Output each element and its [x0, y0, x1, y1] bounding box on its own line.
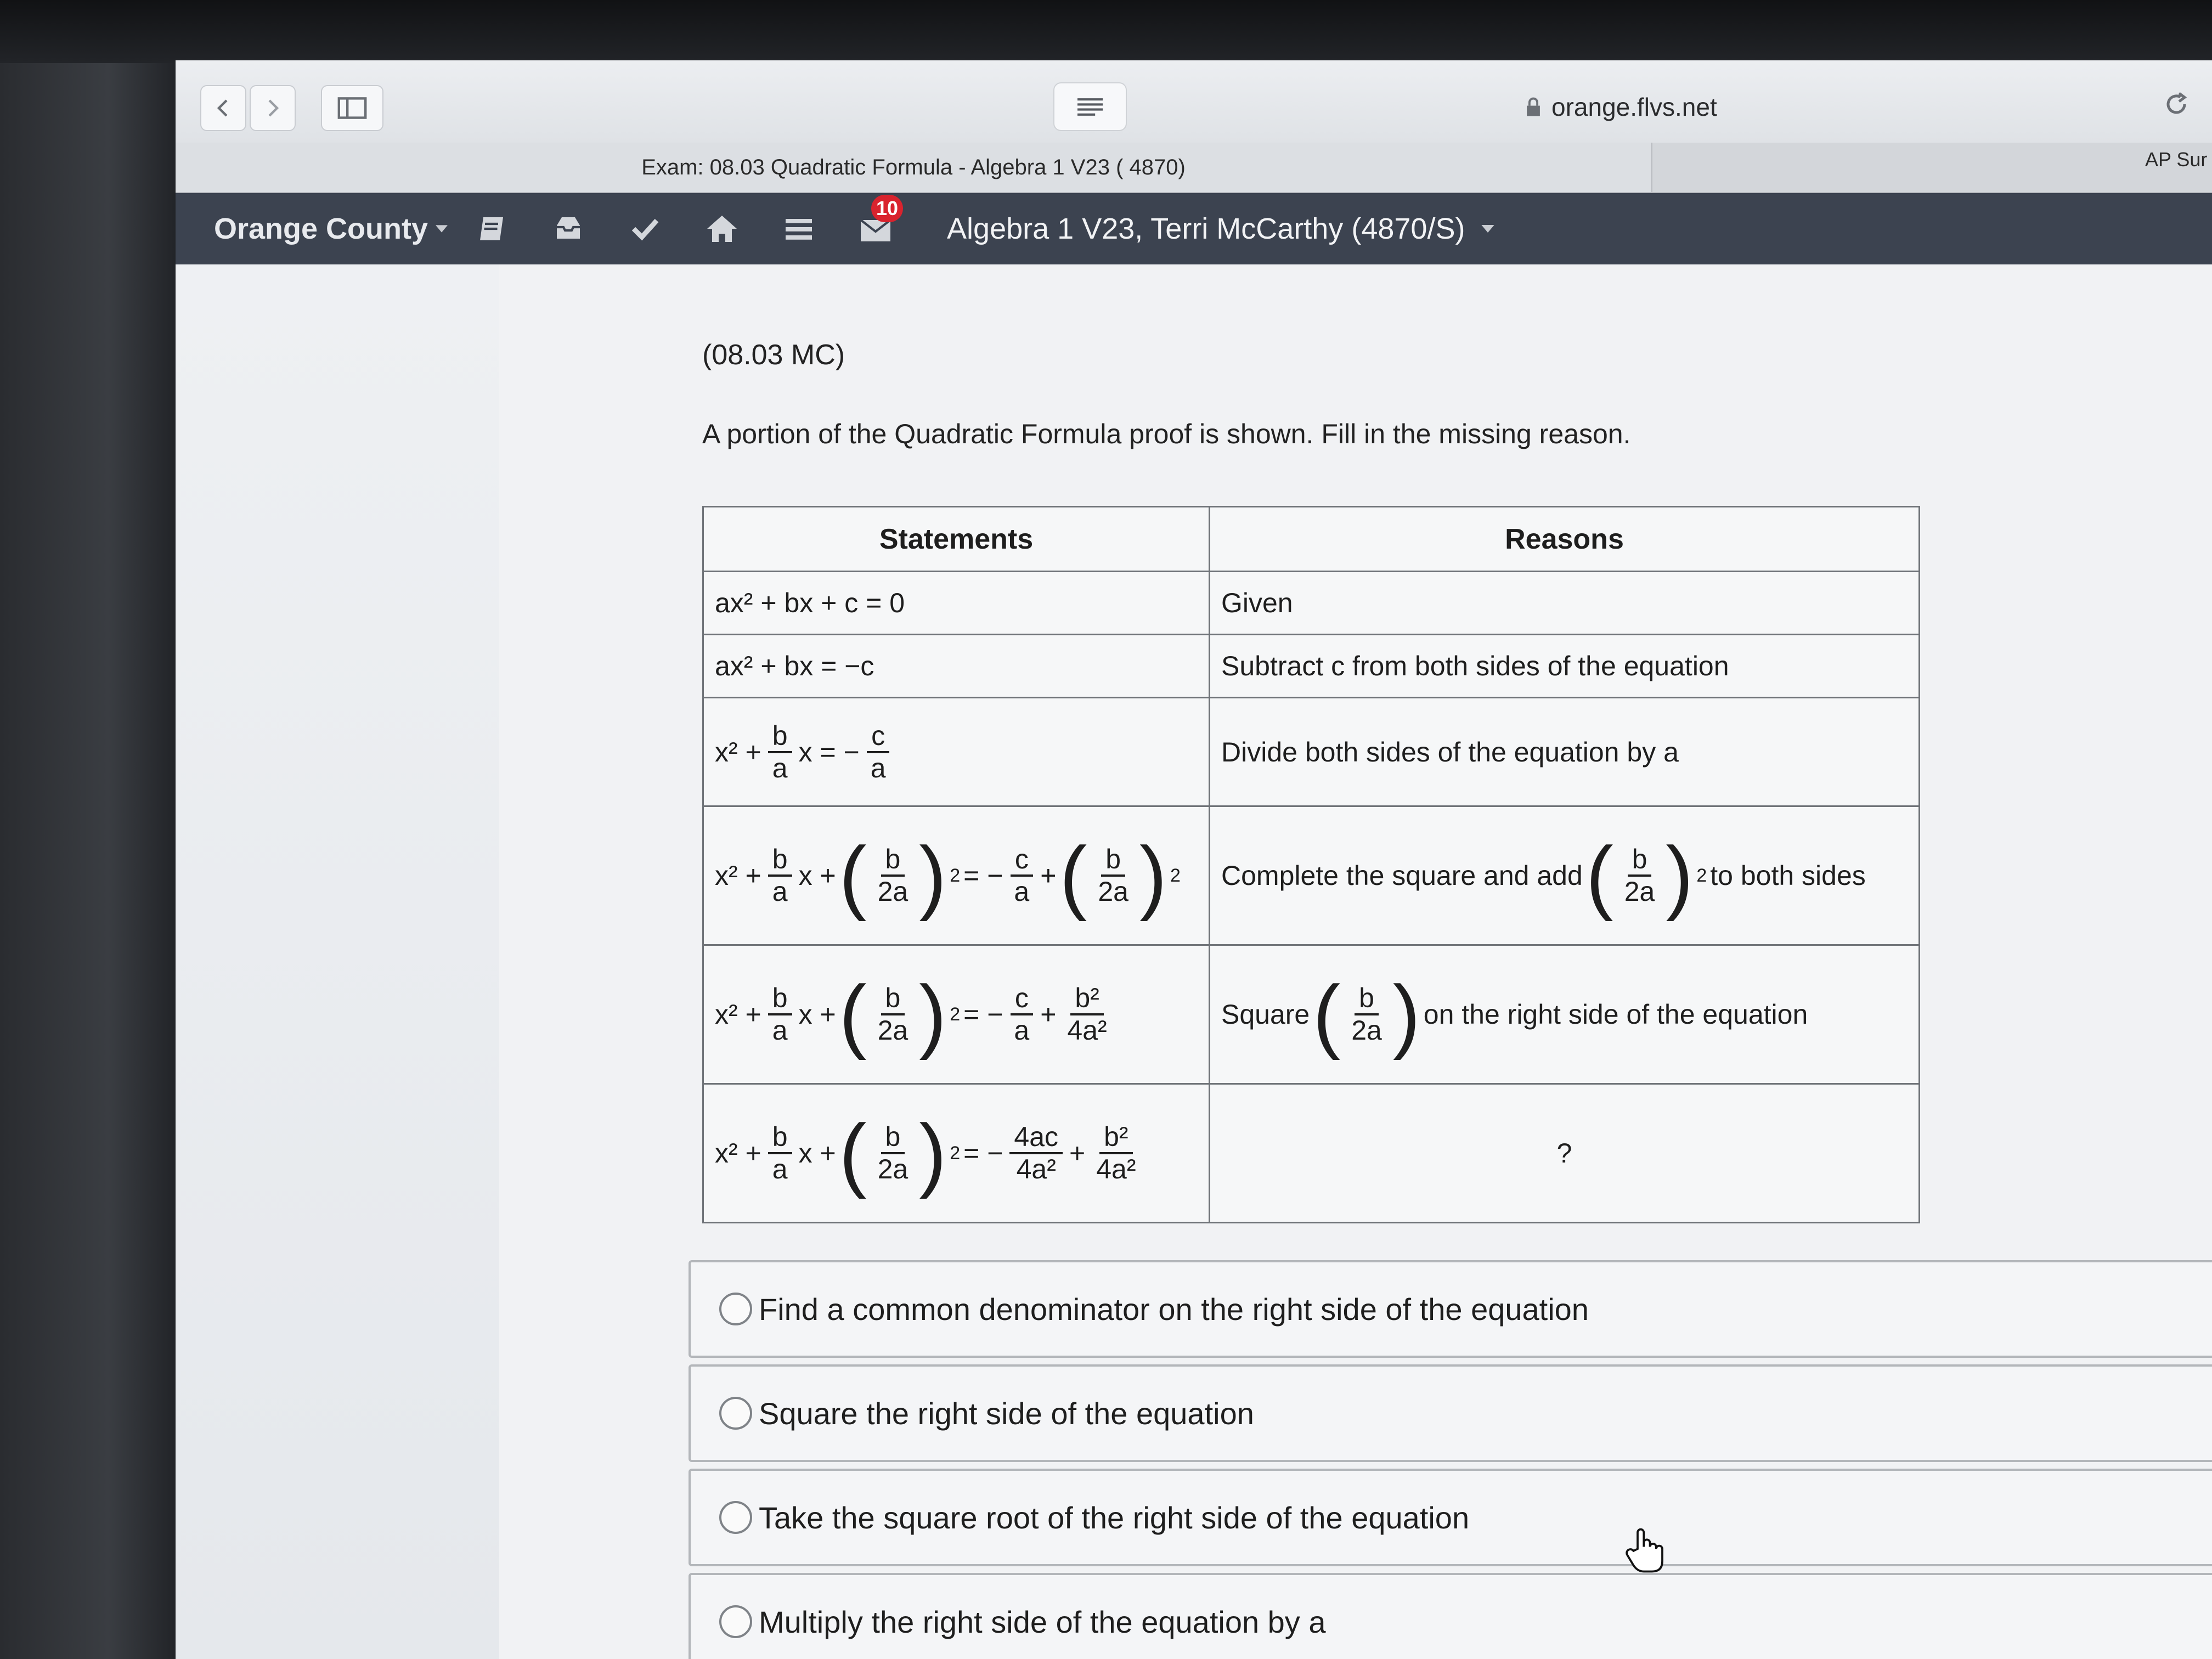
exponent: 2	[950, 865, 961, 886]
tab-title-other: AP Sur	[2145, 148, 2208, 171]
numerator: b²	[1070, 983, 1103, 1015]
math-term: x = −	[798, 736, 860, 768]
numerator: c	[867, 721, 889, 753]
app-navbar	[176, 193, 2212, 264]
reason-cell	[1210, 945, 1920, 1084]
denominator: a	[1014, 876, 1030, 907]
reason-cell: Subtract c from both sides of the equation	[1210, 635, 1920, 698]
url-text: orange.flvs.net	[1551, 93, 1717, 121]
numerator: b	[1101, 844, 1125, 877]
numerator: b	[881, 983, 905, 1015]
fraction	[866, 721, 890, 783]
left-paren: (	[1313, 968, 1341, 1060]
table-row	[703, 945, 1920, 1084]
home-icon[interactable]	[706, 212, 738, 245]
mail-button[interactable]	[859, 197, 899, 245]
right-paren: )	[919, 1107, 947, 1199]
fraction	[1063, 983, 1111, 1046]
math-term: = −	[963, 1138, 1003, 1169]
county-menu[interactable]	[214, 212, 448, 246]
radio-button[interactable]	[719, 1293, 752, 1325]
book-icon[interactable]	[475, 212, 508, 245]
sidebar-button[interactable]	[321, 85, 383, 131]
math-term: = −	[963, 860, 1003, 891]
denominator: 2a	[1624, 876, 1655, 907]
statement-cell	[703, 945, 1210, 1084]
math-term: x² +	[715, 736, 761, 768]
numerator: b	[1355, 983, 1379, 1015]
hand-cursor-icon	[1624, 1526, 1668, 1576]
answer-choice-d[interactable]	[689, 1573, 2212, 1659]
table-row	[703, 572, 1920, 635]
math-term: x +	[798, 860, 836, 891]
statement-cell	[703, 1084, 1210, 1223]
fraction	[768, 844, 792, 907]
answer-choice-b[interactable]	[689, 1364, 2212, 1462]
tab-ap-survey[interactable]	[2145, 148, 2207, 171]
math-term: = −	[963, 999, 1003, 1030]
course-label: Algebra 1 V23, Terri McCarthy (4870/S)	[947, 212, 1465, 245]
denominator: 4a²	[1016, 1154, 1056, 1184]
question-prompt: A portion of the Quadratic Formula proof is shown. Fill in the missing reason.	[702, 419, 1631, 449]
denominator: a	[772, 1015, 788, 1046]
left-paren: (	[839, 968, 867, 1060]
left-paren: (	[1585, 830, 1613, 922]
fraction	[768, 721, 792, 783]
table-row	[703, 1084, 1920, 1223]
math-term: x² +	[715, 860, 761, 891]
reason-cell	[1210, 806, 1920, 945]
reason-text: on the right side of the equation	[1423, 999, 1808, 1030]
missing-reason-cell: ?	[1210, 1084, 1920, 1223]
denominator: a	[772, 752, 788, 783]
device-bezel	[0, 0, 181, 1659]
answer-choice-a[interactable]	[689, 1260, 2212, 1358]
header-statements: Statements	[703, 507, 1210, 572]
choice-label: Find a common denominator on the right side of the equation	[759, 1291, 1589, 1327]
sidebar-icon	[337, 96, 368, 120]
forward-button[interactable]	[250, 85, 296, 131]
address-bar[interactable]	[1525, 82, 1717, 132]
table-row	[703, 806, 1920, 945]
header-reasons: Reasons	[1210, 507, 1920, 572]
fraction	[768, 1122, 792, 1184]
statement-cell: ax² + bx + c = 0	[703, 572, 1210, 635]
denominator: a	[1014, 1015, 1030, 1046]
reason-text: Complete the square and add	[1221, 860, 1583, 891]
fraction	[1347, 983, 1386, 1046]
statement-cell: ax² + bx = −c	[703, 635, 1210, 698]
numerator: b	[768, 983, 792, 1015]
radio-button[interactable]	[719, 1605, 752, 1638]
question-id: (08.03 MC)	[702, 339, 845, 371]
browser-window	[176, 60, 2212, 1659]
numerator: 4ac	[1009, 1122, 1063, 1154]
numerator: b	[881, 844, 905, 877]
choice-label: Square the right side of the equation	[759, 1396, 1254, 1431]
denominator: a	[772, 1154, 788, 1184]
fraction	[1009, 983, 1034, 1046]
math-term: +	[1069, 1138, 1086, 1169]
reason-text: Square	[1221, 999, 1310, 1030]
numerator: b	[768, 721, 792, 753]
fraction	[1093, 844, 1133, 907]
numerator: c	[1011, 983, 1033, 1015]
denominator: 2a	[1351, 1015, 1382, 1046]
numerator: b	[768, 1122, 792, 1154]
numerator: b	[768, 844, 792, 877]
fraction	[873, 844, 913, 907]
math-term: x +	[798, 999, 836, 1030]
menu-icon[interactable]	[782, 212, 815, 245]
numerator: b	[1628, 844, 1652, 877]
left-paren: (	[1059, 830, 1087, 922]
device-bezel-top	[0, 0, 2212, 63]
reason-cell: Divide both sides of the equation by a	[1210, 698, 1920, 806]
radio-button[interactable]	[719, 1397, 752, 1430]
math-term: x² +	[715, 1138, 761, 1169]
left-paren: (	[839, 1107, 867, 1199]
math-term: +	[1040, 999, 1057, 1030]
fraction	[1092, 1122, 1140, 1184]
denominator: 2a	[877, 1015, 909, 1046]
numerator: c	[1011, 844, 1033, 877]
course-selector[interactable]	[947, 212, 1494, 246]
fraction	[768, 983, 792, 1046]
browser-toolbar	[176, 60, 2212, 143]
reader-lines-icon	[1075, 94, 1105, 120]
reader-view-button[interactable]	[1053, 82, 1127, 131]
chevron-left-icon	[212, 97, 234, 119]
fraction	[1009, 844, 1034, 907]
statement-cell	[703, 806, 1210, 945]
denominator: 4a²	[1096, 1154, 1136, 1184]
tab-title: Exam: 08.03 Quadratic Formula - Algebra 1 V23 ( 4870)	[641, 155, 1186, 179]
math-term: x² +	[715, 999, 761, 1030]
page-left-gutter	[176, 264, 499, 1659]
answer-choice-c[interactable]	[689, 1469, 2212, 1566]
fraction	[873, 983, 913, 1046]
caret-down-icon	[436, 225, 448, 233]
math-term: +	[1040, 860, 1057, 891]
numerator: b²	[1099, 1122, 1132, 1154]
right-paren: )	[919, 968, 947, 1060]
radio-button[interactable]	[719, 1501, 752, 1534]
denominator: a	[870, 752, 886, 783]
denominator: a	[772, 876, 788, 907]
exponent: 2	[950, 1003, 961, 1025]
denominator: 2a	[877, 1154, 909, 1184]
county-label: Orange County	[214, 212, 428, 245]
right-paren: )	[1392, 968, 1420, 1060]
denominator: 2a	[877, 876, 909, 907]
numerator: b	[881, 1122, 905, 1154]
choice-label: Multiply the right side of the equation by a	[759, 1604, 1326, 1639]
checkmark-icon[interactable]	[629, 212, 662, 245]
math-term: x +	[798, 1138, 836, 1169]
caret-down-icon	[1481, 225, 1494, 233]
choice-label: Take the square root of the right side of the equation	[759, 1500, 1470, 1535]
fraction	[873, 1122, 913, 1184]
reload-icon[interactable]	[2163, 91, 2190, 118]
mail-count-badge: 10	[871, 195, 903, 222]
reason-text: to both sides	[1710, 860, 1866, 891]
exponent: 2	[1696, 865, 1707, 886]
exponent: 2	[950, 1142, 961, 1164]
back-button[interactable]	[200, 85, 246, 131]
chevron-right-icon	[262, 97, 284, 119]
table-row	[703, 698, 1920, 806]
fraction	[1009, 1122, 1063, 1184]
lock-icon	[1525, 97, 1542, 117]
exponent: 2	[1170, 865, 1181, 886]
tab-exam[interactable]	[176, 143, 1652, 192]
right-paren: )	[919, 830, 947, 922]
left-paren: (	[839, 830, 867, 922]
right-paren: )	[1139, 830, 1167, 922]
proof-table	[702, 506, 1920, 1223]
denominator: 4a²	[1067, 1015, 1107, 1046]
exam-content	[499, 264, 2212, 1659]
inbox-icon[interactable]	[552, 212, 585, 245]
statement-cell	[703, 698, 1210, 806]
fraction	[1620, 844, 1660, 907]
denominator: 2a	[1098, 876, 1128, 907]
reason-cell: Given	[1210, 572, 1920, 635]
table-row	[703, 635, 1920, 698]
right-paren: )	[1666, 830, 1694, 922]
tab-strip	[176, 143, 2212, 193]
